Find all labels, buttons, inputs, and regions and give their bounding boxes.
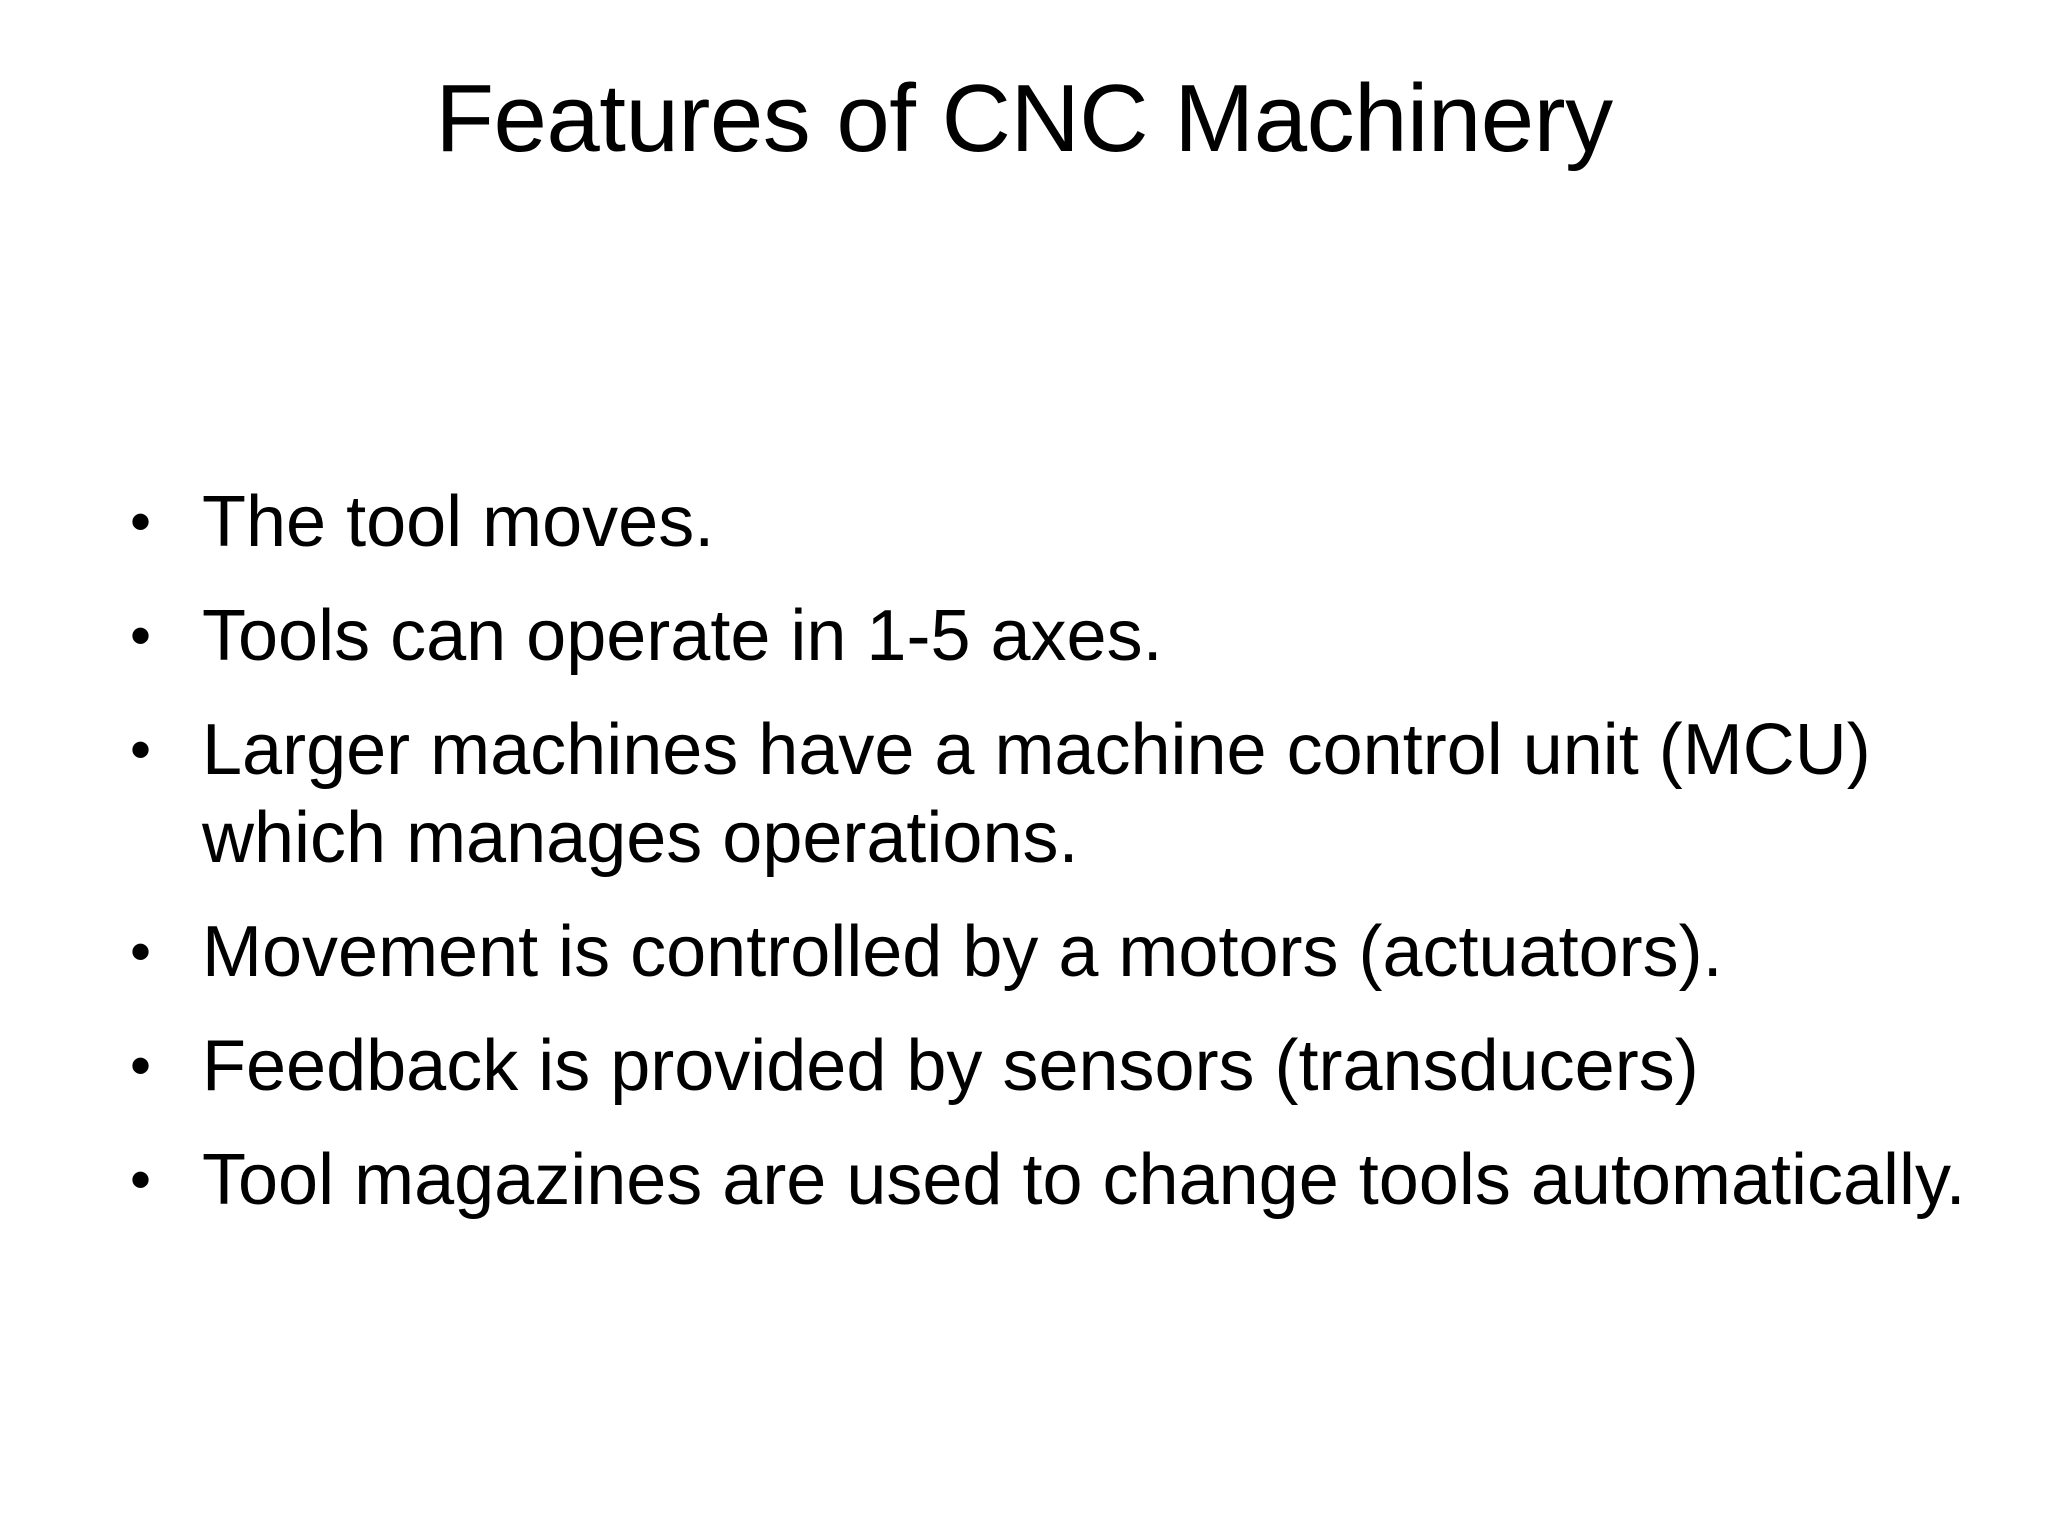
bullet-text: Tools can operate in 1-5 axes. [202, 596, 1163, 676]
bullet-icon: • [130, 918, 152, 985]
bullet-text: The tool moves. [202, 482, 715, 562]
list-item [124, 478, 1984, 566]
bullet-icon: • [130, 602, 152, 669]
bullet-icon: • [130, 488, 152, 555]
list-item [124, 706, 1984, 882]
list-item [124, 1136, 1984, 1224]
bullet-text: Tool magazines are used to change tools automatically. [202, 1140, 1966, 1220]
bullet-icon: • [130, 716, 152, 783]
list-item [124, 908, 1984, 996]
bullet-text: Larger machines have a machine control unit (MCU) which manages operations. [202, 710, 1871, 878]
bullet-icon: • [130, 1146, 152, 1213]
bullet-icon: • [130, 1032, 152, 1099]
list-item [124, 1022, 1984, 1110]
bullet-text: Feedback is provided by sensors (transducers) [202, 1026, 1699, 1106]
list-item [124, 592, 1984, 680]
slide-title: Features of CNC Machinery [435, 65, 1613, 172]
bullet-list [124, 478, 1984, 1250]
bullet-text: Movement is controlled by a motors (actuators). [202, 912, 1723, 992]
